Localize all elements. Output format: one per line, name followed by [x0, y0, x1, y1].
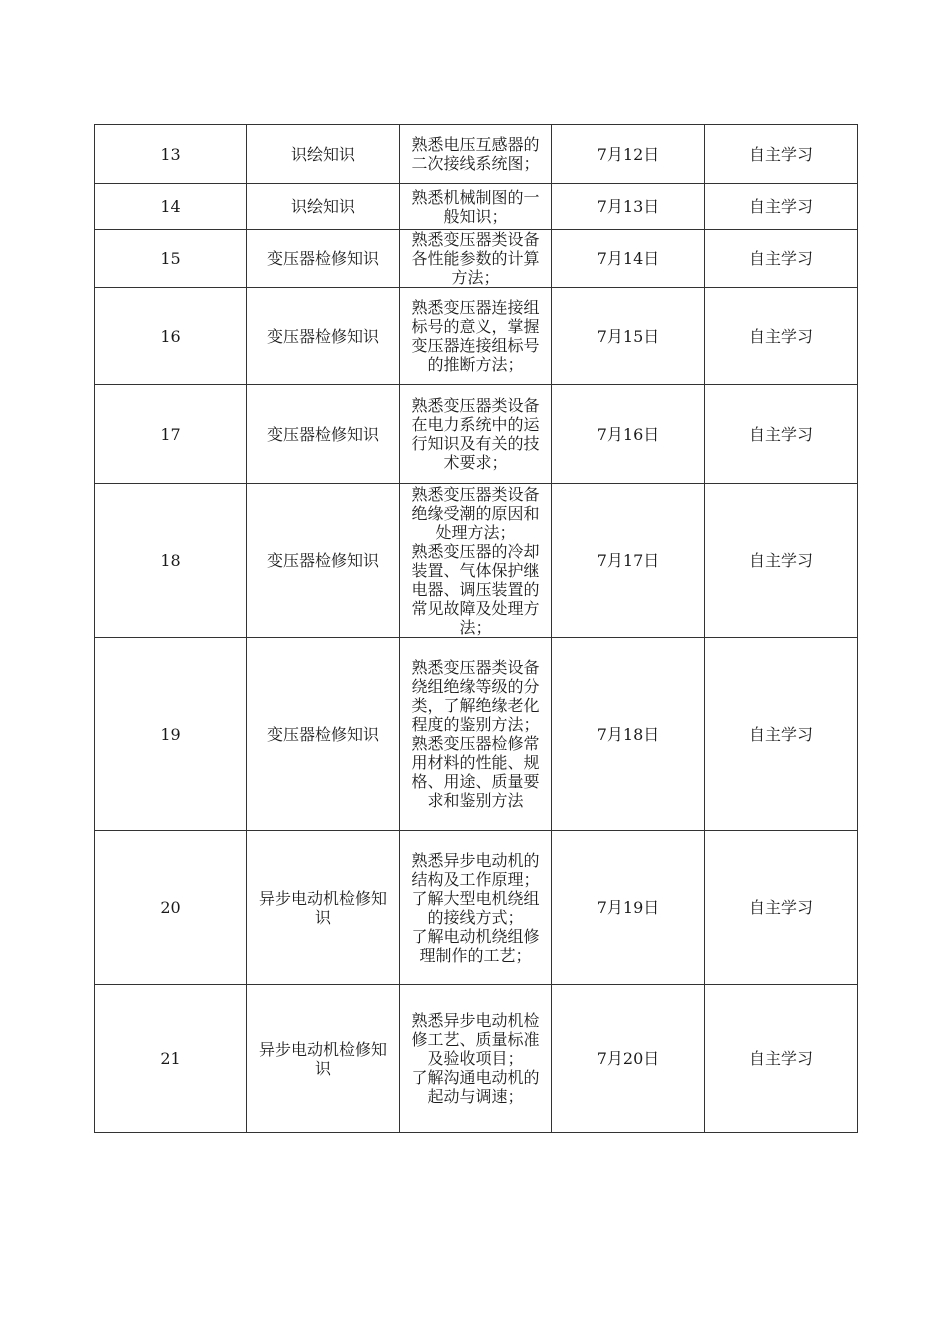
- study-content: 熟悉变压器类设备在电力系统中的运行知识及有关的技术要求；: [400, 385, 552, 484]
- study-content: 熟悉变压器类设备绕组绝缘等级的分类，了解绝缘老化程度的鉴别方法； 熟悉变压器检修常用材料的性能、规格、用途、质量要求和鉴别方法: [400, 638, 552, 831]
- table-row: [95, 385, 858, 484]
- row-number: 18: [95, 484, 247, 638]
- table-row: [95, 125, 858, 184]
- study-content: 熟悉电压互感器的二次接线系统图；: [400, 125, 552, 184]
- study-content: 熟悉变压器类设备绝缘受潮的原因和处理方法； 熟悉变压器的冷却装置、气体保护继电器、调压装置的常见故障及处理方法；: [400, 484, 552, 638]
- study-content: 熟悉变压器连接组标号的意义，掌握变压器连接组标号的推断方法；: [400, 288, 552, 385]
- row-number: 17: [95, 385, 247, 484]
- row-number: 16: [95, 288, 247, 385]
- study-method: 自主学习: [705, 385, 858, 484]
- study-method: 自主学习: [705, 985, 858, 1133]
- row-number: 13: [95, 125, 247, 184]
- knowledge-category: 识绘知识: [247, 125, 400, 184]
- row-number: 21: [95, 985, 247, 1133]
- row-number: 14: [95, 184, 247, 230]
- study-content: 熟悉机械制图的一般知识；: [400, 184, 552, 230]
- row-number: 20: [95, 831, 247, 985]
- knowledge-category: 变压器检修知识: [247, 484, 400, 638]
- table-row: [95, 985, 858, 1133]
- study-method: 自主学习: [705, 125, 858, 184]
- study-method: 自主学习: [705, 484, 858, 638]
- row-number: 19: [95, 638, 247, 831]
- study-content: 熟悉异步电动机的结构及工作原理； 了解大型电机绕组的接线方式； 了解电动机绕组修理制作的工艺；: [400, 831, 552, 985]
- study-date: 7月18日: [552, 638, 705, 831]
- study-schedule-table: [94, 124, 858, 1133]
- knowledge-category: 变压器检修知识: [247, 638, 400, 831]
- study-method: 自主学习: [705, 184, 858, 230]
- knowledge-category: 变压器检修知识: [247, 385, 400, 484]
- knowledge-category: 异步电动机检修知识: [247, 985, 400, 1133]
- study-date: 7月15日: [552, 288, 705, 385]
- study-date: 7月16日: [552, 385, 705, 484]
- study-date: 7月20日: [552, 985, 705, 1133]
- table-row: [95, 484, 858, 638]
- study-method: 自主学习: [705, 230, 858, 288]
- table-row: [95, 831, 858, 985]
- table-row: [95, 638, 858, 831]
- study-date: 7月14日: [552, 230, 705, 288]
- table-row: [95, 288, 858, 385]
- knowledge-category: 变压器检修知识: [247, 230, 400, 288]
- study-date: 7月13日: [552, 184, 705, 230]
- study-content: 熟悉异步电动机检修工艺、质量标准及验收项目； 了解沟通电动机的起动与调速；: [400, 985, 552, 1133]
- study-method: 自主学习: [705, 831, 858, 985]
- table-row: [95, 184, 858, 230]
- knowledge-category: 识绘知识: [247, 184, 400, 230]
- study-date: 7月19日: [552, 831, 705, 985]
- study-method: 自主学习: [705, 288, 858, 385]
- study-date: 7月17日: [552, 484, 705, 638]
- knowledge-category: 变压器检修知识: [247, 288, 400, 385]
- study-date: 7月12日: [552, 125, 705, 184]
- row-number: 15: [95, 230, 247, 288]
- study-content: 熟悉变压器类设备各性能参数的计算方法；: [400, 230, 552, 288]
- knowledge-category: 异步电动机检修知识: [247, 831, 400, 985]
- table-row: [95, 230, 858, 288]
- study-method: 自主学习: [705, 638, 858, 831]
